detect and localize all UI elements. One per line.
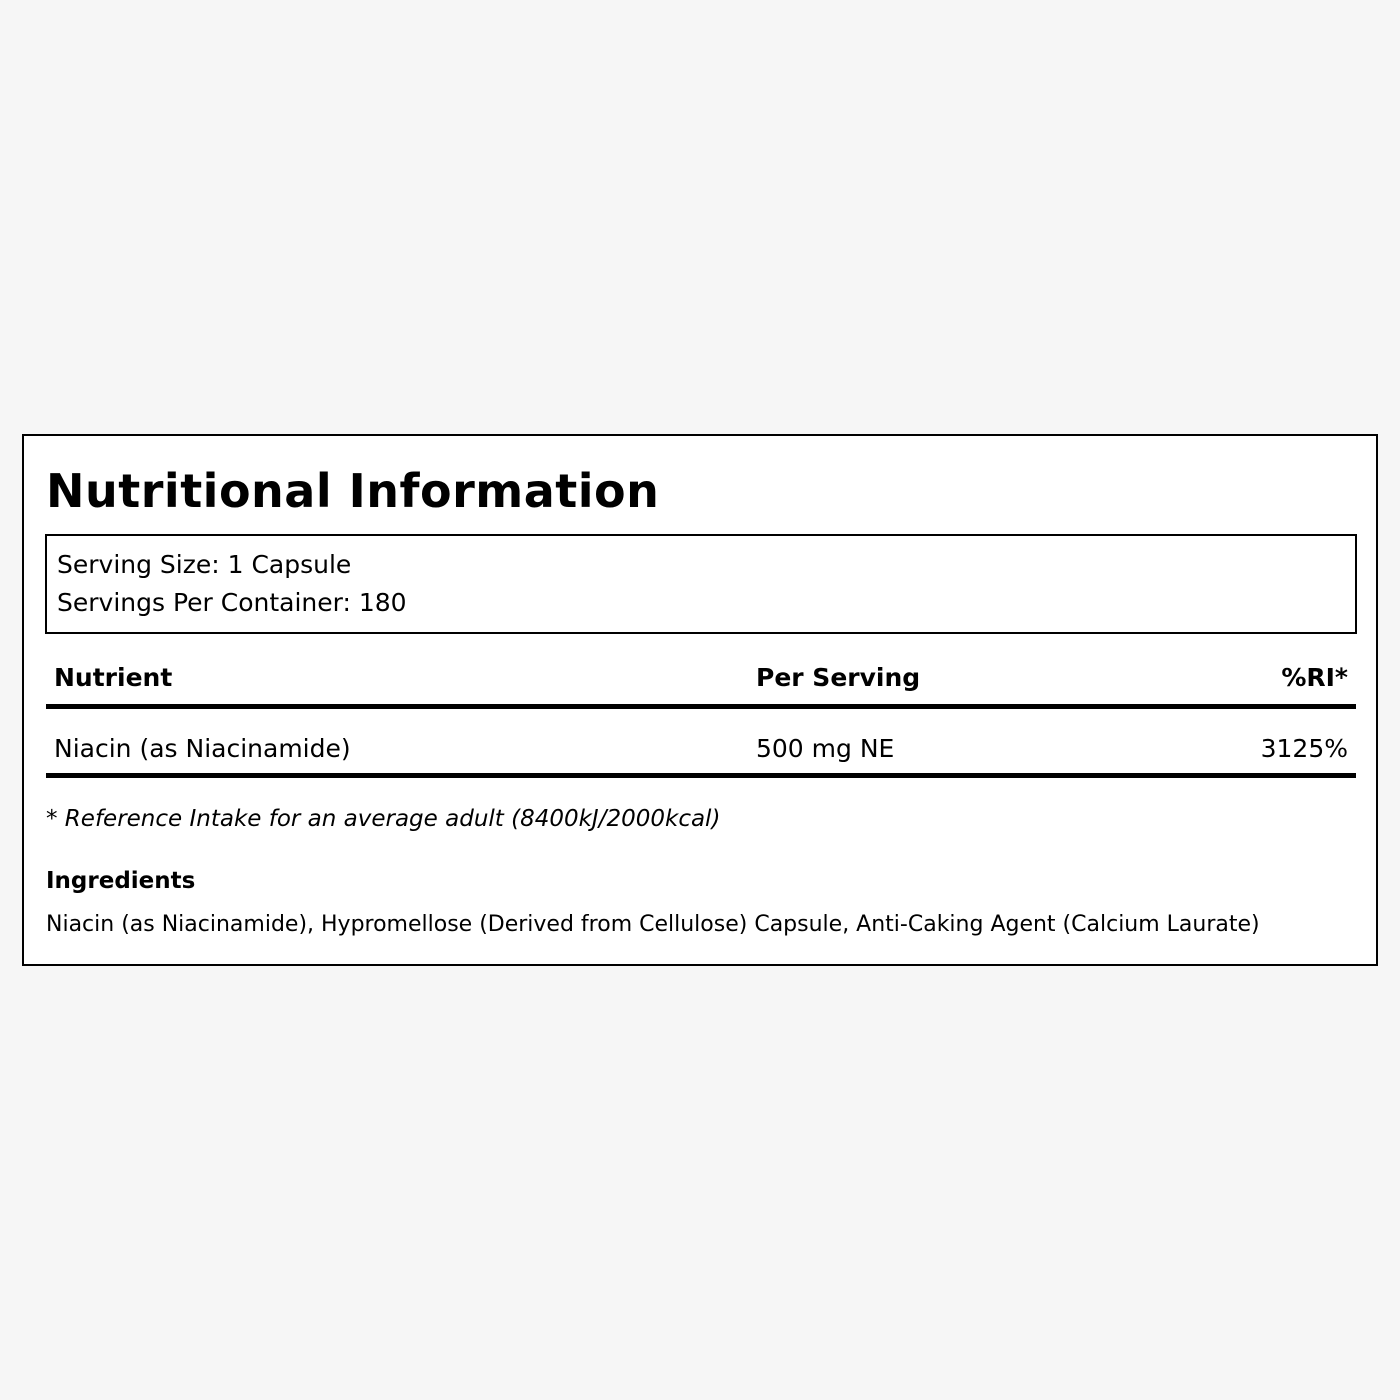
nutrient-ri: 3125% [1260,734,1348,763]
ingredients-heading: Ingredients [46,868,196,894]
nutrient-per-serving: 500 mg NE [756,734,895,763]
header-nutrient: Nutrient [54,663,173,692]
header-ri: %RI* [1281,663,1348,692]
nutrition-label-panel [22,434,1378,966]
nutrient-table [46,658,1356,778]
table-row [46,709,1356,778]
header-per-serving: Per Serving [756,663,921,692]
servings-per-container: Servings Per Container: 180 [57,588,407,617]
ingredients-text: Niacin (as Niacinamide), Hypromellose (Derived from Cellulose) Capsule, Anti-Caking Agent (Calcium Laurate) [46,912,1260,937]
reference-intake-footnote: * Reference Intake for an average adult (8400kJ/2000kcal) [46,806,721,832]
table-header-row [46,658,1356,709]
serving-size: Serving Size: 1 Capsule [57,550,352,579]
label-title: Nutritional Information [46,464,660,518]
serving-info-box [45,534,1357,634]
nutrient-name: Niacin (as Niacinamide) [54,734,351,763]
